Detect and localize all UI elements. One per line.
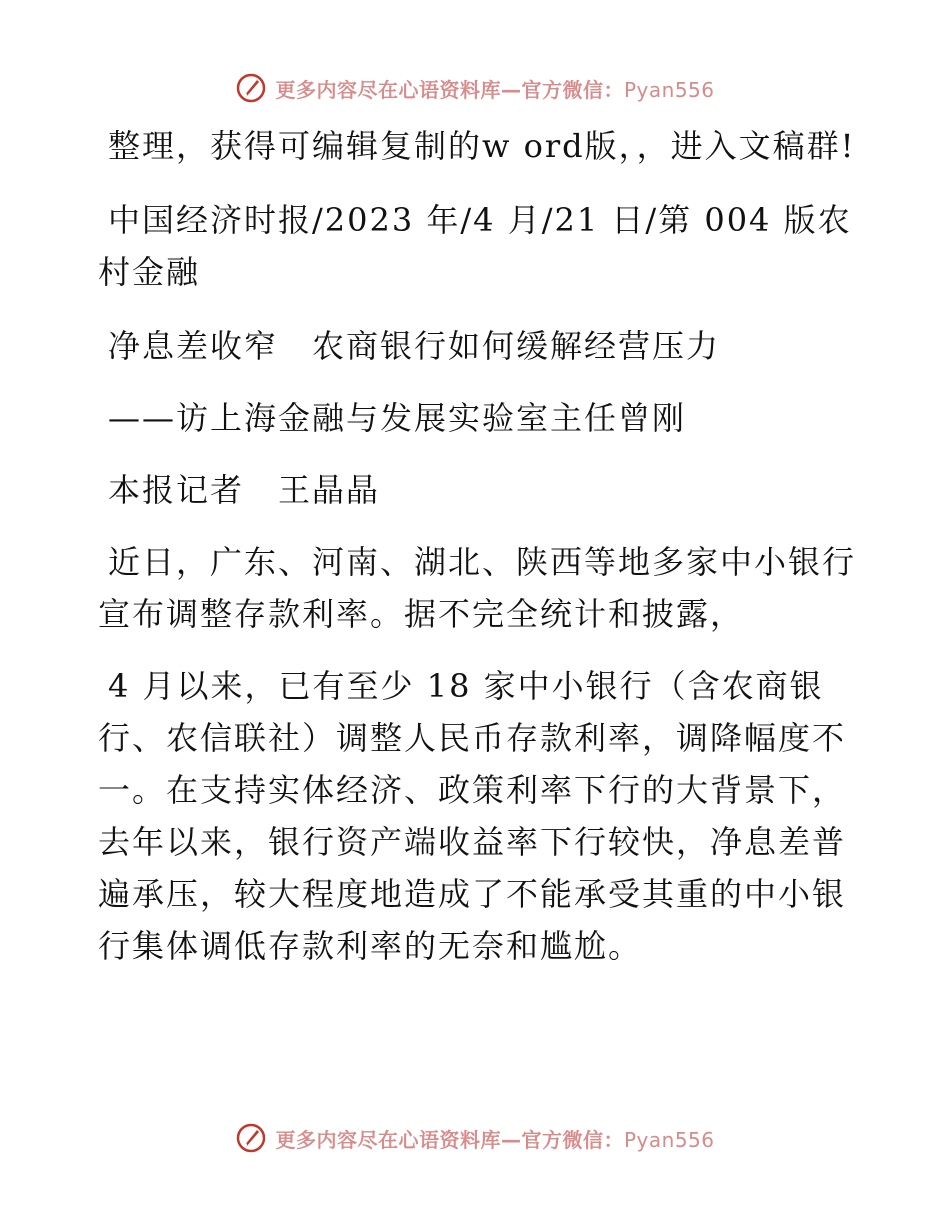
feather-pen-circle-icon bbox=[235, 72, 267, 104]
body-paragraph: 4 月以来，已有至少 18 家中小银行（含农商银行、农信联社）调整人民币存款利率，调降幅度不一。在支持实体经济、政策利率下行的大背景下，去年以来，银行资产端收益率下行较快，净息差普遍承压，较大程度地造成了不能承受其重的中小银行集体调低存款利率的无奈和尴尬。 bbox=[98, 667, 847, 965]
document-body bbox=[98, 120, 858, 972]
watermark-text: 更多内容尽在心语资料库—官方微信：Pyan556 bbox=[275, 77, 715, 102]
source-line: 中国经济时报/2023 年/4 月/21 日/第 004 版农村金融 bbox=[98, 201, 852, 291]
byline: 本报记者 王晶晶 bbox=[108, 471, 381, 509]
article-title: 净息差收窄 农商银行如何缓解经营压力 bbox=[108, 327, 721, 365]
footer-watermark bbox=[0, 1122, 950, 1154]
article-subtitle: ——访上海金融与发展实验室主任曾刚 bbox=[108, 399, 687, 437]
body-paragraph: 近日，广东、河南、湖北、陕西等地多家中小银行宣布调整存款利率。据不完全统计和披露， bbox=[98, 543, 857, 633]
feather-pen-circle-icon bbox=[235, 1122, 267, 1154]
header-watermark bbox=[0, 72, 950, 104]
watermark-text: 更多内容尽在心语资料库—官方微信：Pyan556 bbox=[275, 1127, 715, 1152]
intro-paragraph: 整理，获得可编辑复制的w ord版，，进入文稿群! bbox=[108, 127, 856, 165]
